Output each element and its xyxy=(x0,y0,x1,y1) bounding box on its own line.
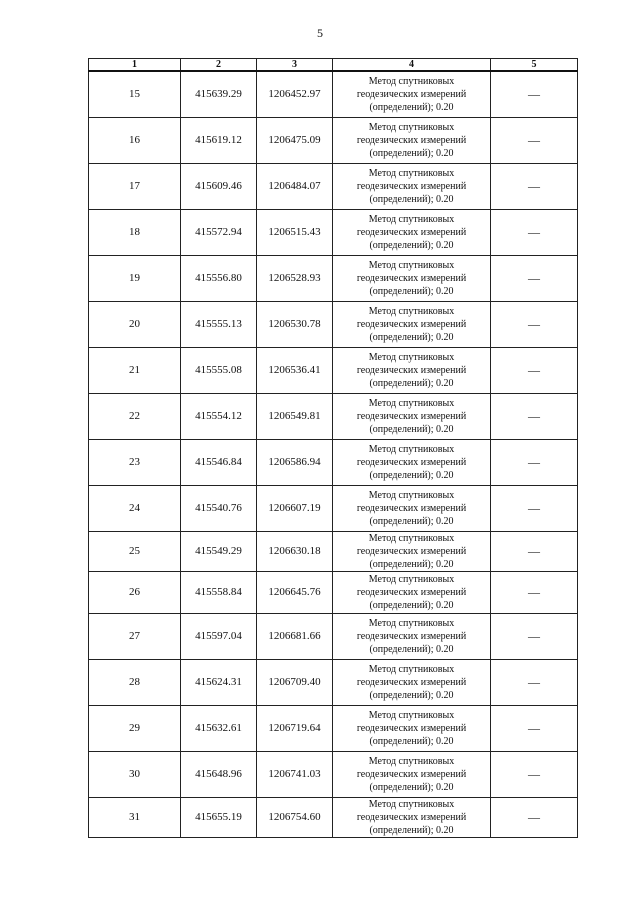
point-number-cell: 22 xyxy=(89,393,181,439)
method-line: (определений); 0.20 xyxy=(369,423,454,435)
header-row xyxy=(89,59,578,72)
note-cell: — xyxy=(491,751,578,797)
method-line: геодезических измерений xyxy=(356,456,467,468)
method-line: (определений); 0.20 xyxy=(369,689,454,701)
method-line: геодезических измерений xyxy=(356,134,467,146)
header-col-1: 1 xyxy=(89,59,181,72)
method-line: (определений); 0.20 xyxy=(369,558,454,570)
table-body xyxy=(89,71,578,837)
method-line: Метод спутниковых xyxy=(368,709,455,721)
method-cell xyxy=(333,117,491,163)
coordinate-y-cell: 1206484.07 xyxy=(257,163,333,209)
method-line: геодезических измерений xyxy=(356,318,467,330)
coordinate-x-cell: 415540.76 xyxy=(181,485,257,531)
method-cell xyxy=(333,347,491,393)
method-line: геодезических измерений xyxy=(356,630,467,642)
coordinate-y-cell: 1206741.03 xyxy=(257,751,333,797)
method-cell xyxy=(333,393,491,439)
coordinate-x-cell: 415572.94 xyxy=(181,209,257,255)
method-line: геодезических измерений xyxy=(356,226,467,238)
method-cell xyxy=(333,255,491,301)
coordinate-y-cell: 1206586.94 xyxy=(257,439,333,485)
note-cell: — xyxy=(491,659,578,705)
method-line: геодезических измерений xyxy=(356,364,467,376)
method-line: Метод спутниковых xyxy=(368,489,455,501)
note-cell: — xyxy=(491,347,578,393)
method-line: (определений); 0.20 xyxy=(369,239,454,251)
method-line: геодезических измерений xyxy=(356,586,467,598)
method-line: Метод спутниковых xyxy=(368,755,455,767)
point-number-cell: 21 xyxy=(89,347,181,393)
coordinate-y-cell: 1206607.19 xyxy=(257,485,333,531)
coordinate-x-cell: 415648.96 xyxy=(181,751,257,797)
table-row xyxy=(89,531,578,571)
method-line: Метод спутниковых xyxy=(368,167,455,179)
method-line: (определений); 0.20 xyxy=(369,824,454,836)
coordinate-y-cell: 1206754.60 xyxy=(257,797,333,837)
method-line: (определений); 0.20 xyxy=(369,285,454,297)
header-col-5: 5 xyxy=(491,59,578,72)
point-number-cell: 30 xyxy=(89,751,181,797)
note-cell: — xyxy=(491,705,578,751)
point-number-cell: 23 xyxy=(89,439,181,485)
method-line: (определений); 0.20 xyxy=(369,643,454,655)
method-cell xyxy=(333,485,491,531)
coordinate-y-cell: 1206528.93 xyxy=(257,255,333,301)
method-cell xyxy=(333,705,491,751)
method-line: Метод спутниковых xyxy=(368,75,455,87)
method-line: геодезических измерений xyxy=(356,272,467,284)
note-cell: — xyxy=(491,163,578,209)
method-cell xyxy=(333,163,491,209)
point-number-cell: 28 xyxy=(89,659,181,705)
coordinate-x-cell: 415556.80 xyxy=(181,255,257,301)
method-line: (определений); 0.20 xyxy=(369,331,454,343)
coordinate-x-cell: 415655.19 xyxy=(181,797,257,837)
method-cell xyxy=(333,613,491,659)
table-row xyxy=(89,347,578,393)
note-cell: — xyxy=(491,439,578,485)
point-number-cell: 25 xyxy=(89,531,181,571)
method-line: Метод спутниковых xyxy=(368,259,455,271)
coordinate-y-cell: 1206709.40 xyxy=(257,659,333,705)
header-col-4: 4 xyxy=(333,59,491,72)
method-line: геодезических измерений xyxy=(356,811,467,823)
note-cell: — xyxy=(491,485,578,531)
table-row xyxy=(89,439,578,485)
coordinate-x-cell: 415624.31 xyxy=(181,659,257,705)
method-line: Метод спутниковых xyxy=(368,532,455,544)
point-number-cell: 26 xyxy=(89,571,181,613)
coordinate-x-cell: 415555.08 xyxy=(181,347,257,393)
method-cell xyxy=(333,751,491,797)
method-line: (определений); 0.20 xyxy=(369,515,454,527)
note-cell: — xyxy=(491,613,578,659)
method-cell xyxy=(333,531,491,571)
table-row xyxy=(89,797,578,837)
table-row xyxy=(89,485,578,531)
point-number-cell: 19 xyxy=(89,255,181,301)
method-line: геодезических измерений xyxy=(356,502,467,514)
point-number-cell: 27 xyxy=(89,613,181,659)
coordinate-x-cell: 415549.29 xyxy=(181,531,257,571)
method-line: геодезических измерений xyxy=(356,180,467,192)
table-row xyxy=(89,751,578,797)
method-line: геодезических измерений xyxy=(356,768,467,780)
method-line: (определений); 0.20 xyxy=(369,147,454,159)
method-line: (определений); 0.20 xyxy=(369,377,454,389)
note-cell: — xyxy=(491,301,578,347)
method-line: (определений); 0.20 xyxy=(369,101,454,113)
coordinate-y-cell: 1206515.43 xyxy=(257,209,333,255)
method-cell xyxy=(333,439,491,485)
coordinate-y-cell: 1206681.66 xyxy=(257,613,333,659)
header-col-3: 3 xyxy=(257,59,333,72)
coordinate-x-cell: 415632.61 xyxy=(181,705,257,751)
point-number-cell: 24 xyxy=(89,485,181,531)
note-cell: — xyxy=(491,531,578,571)
method-cell xyxy=(333,797,491,837)
header-col-2: 2 xyxy=(181,59,257,72)
point-number-cell: 29 xyxy=(89,705,181,751)
coordinate-x-cell: 415619.12 xyxy=(181,117,257,163)
page-number: 5 xyxy=(317,26,323,40)
method-line: геодезических измерений xyxy=(356,676,467,688)
table-row xyxy=(89,255,578,301)
method-line: Метод спутниковых xyxy=(368,443,455,455)
method-line: геодезических измерений xyxy=(356,722,467,734)
method-line: Метод спутниковых xyxy=(368,121,455,133)
note-cell: — xyxy=(491,209,578,255)
point-number-cell: 20 xyxy=(89,301,181,347)
point-number-cell: 16 xyxy=(89,117,181,163)
method-cell xyxy=(333,209,491,255)
coordinate-y-cell: 1206536.41 xyxy=(257,347,333,393)
method-cell xyxy=(333,571,491,613)
method-cell xyxy=(333,301,491,347)
method-line: геодезических измерений xyxy=(356,410,467,422)
table-row xyxy=(89,705,578,751)
note-cell: — xyxy=(491,393,578,439)
coordinates-table xyxy=(88,58,578,838)
note-cell: — xyxy=(491,797,578,837)
coordinate-y-cell: 1206630.18 xyxy=(257,531,333,571)
method-line: (определений); 0.20 xyxy=(369,735,454,747)
table-row xyxy=(89,209,578,255)
point-number-cell: 15 xyxy=(89,71,181,117)
method-line: геодезических измерений xyxy=(356,88,467,100)
note-cell: — xyxy=(491,117,578,163)
method-line: (определений); 0.20 xyxy=(369,193,454,205)
coordinate-x-cell: 415639.29 xyxy=(181,71,257,117)
method-line: Метод спутниковых xyxy=(368,351,455,363)
coordinate-x-cell: 415546.84 xyxy=(181,439,257,485)
point-number-cell: 31 xyxy=(89,797,181,837)
coordinate-x-cell: 415558.84 xyxy=(181,571,257,613)
table-row xyxy=(89,571,578,613)
method-cell xyxy=(333,71,491,117)
method-line: Метод спутниковых xyxy=(368,573,455,585)
method-line: Метод спутниковых xyxy=(368,397,455,409)
table-row xyxy=(89,393,578,439)
table-row xyxy=(89,117,578,163)
note-cell: — xyxy=(491,255,578,301)
coordinate-x-cell: 415554.12 xyxy=(181,393,257,439)
table-row xyxy=(89,613,578,659)
coordinate-y-cell: 1206549.81 xyxy=(257,393,333,439)
coordinate-y-cell: 1206645.76 xyxy=(257,571,333,613)
coordinate-y-cell: 1206530.78 xyxy=(257,301,333,347)
method-line: Метод спутниковых xyxy=(368,213,455,225)
point-number-cell: 17 xyxy=(89,163,181,209)
coordinate-y-cell: 1206719.64 xyxy=(257,705,333,751)
method-line: (определений); 0.20 xyxy=(369,469,454,481)
coordinate-x-cell: 415609.46 xyxy=(181,163,257,209)
table-row xyxy=(89,301,578,347)
coordinate-y-cell: 1206452.97 xyxy=(257,71,333,117)
method-line: геодезических измерений xyxy=(356,545,467,557)
method-line: Метод спутниковых xyxy=(368,798,455,810)
coordinate-x-cell: 415555.13 xyxy=(181,301,257,347)
note-cell: — xyxy=(491,571,578,613)
note-cell: — xyxy=(491,71,578,117)
point-number-cell: 18 xyxy=(89,209,181,255)
method-line: Метод спутниковых xyxy=(368,663,455,675)
method-line: (определений); 0.20 xyxy=(369,781,454,793)
method-line: Метод спутниковых xyxy=(368,305,455,317)
method-line: Метод спутниковых xyxy=(368,617,455,629)
coordinate-x-cell: 415597.04 xyxy=(181,613,257,659)
method-line: (определений); 0.20 xyxy=(369,599,454,611)
method-cell xyxy=(333,659,491,705)
table-row xyxy=(89,163,578,209)
table-row xyxy=(89,659,578,705)
coordinate-y-cell: 1206475.09 xyxy=(257,117,333,163)
table-row xyxy=(89,71,578,117)
